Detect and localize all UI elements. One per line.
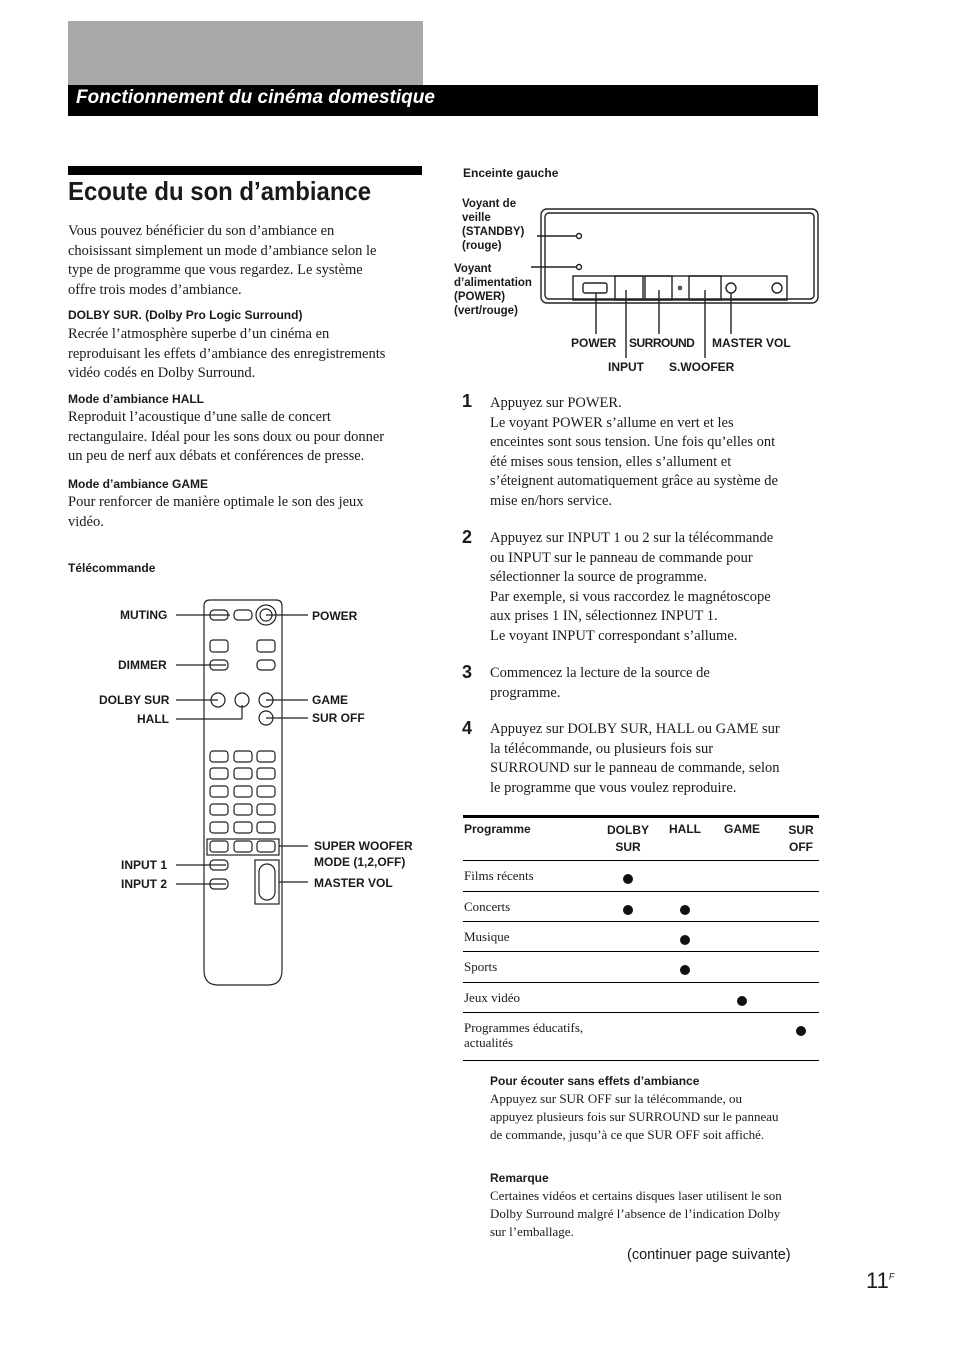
page-number: [866, 1268, 894, 1294]
remote-label-dimmer: DIMMER: [118, 658, 167, 672]
text-line: Certaines vidéos et certains disques laser utilisent le son: [490, 1188, 782, 1203]
table-header-programme: Programme: [464, 822, 531, 836]
speaker-label-power: POWER: [571, 336, 617, 350]
mode-dolby-title: DOLBY SUR. (Dolby Pro Logic Surround): [68, 308, 303, 322]
remote-label-game: GAME: [312, 693, 348, 707]
no-effect-title: Pour écouter sans effets d’ambiance: [490, 1074, 700, 1088]
table-row-label: Programmes éducatifs, actualités: [464, 1020, 584, 1050]
speaker-label-surround: SURROUND: [629, 336, 695, 350]
table-header-game: GAME: [724, 822, 760, 836]
table-row-rule: [463, 1060, 819, 1061]
table-mark-dot: [680, 965, 690, 975]
table-top-rule: [463, 815, 819, 818]
text-line: un peu de nerf aux débats et conférences de presse.: [68, 448, 365, 464]
text-line: Appuyez sur POWER.: [490, 395, 622, 411]
text-line: Le voyant INPUT correspondant s’allume.: [490, 627, 738, 644]
table-rule: [463, 860, 819, 861]
remote-label-dolby-sur: DOLBY SUR: [99, 693, 170, 707]
speaker-label-swoofer: S.WOOFER: [669, 360, 735, 374]
text-line: vidéo codés en Dolby Surround.: [68, 365, 256, 381]
label-line: veille: [462, 212, 491, 224]
text-line: programme.: [490, 684, 561, 701]
intro-line: offre trois modes d’ambiance.: [68, 281, 242, 298]
continue-note: (continuer page suivante): [627, 1247, 791, 1263]
note-text: [490, 1187, 820, 1241]
speaker-label-master-vol: MASTER VOL: [712, 336, 791, 350]
table-row-label: Musique: [464, 929, 510, 944]
table-mark-dot: [680, 905, 690, 915]
label-line: SUPER WOOFER: [314, 839, 413, 853]
text-line: sur l’emballage.: [490, 1224, 574, 1239]
step-4-text: [490, 720, 825, 798]
text-line: aux prises 1 IN, sélectionnez INPUT 1.: [490, 608, 718, 624]
speaker-label-power-led: [454, 262, 532, 318]
text-line: Le voyant POWER s’allume en vert et les: [490, 414, 734, 431]
intro-line: Vous pouvez bénéficier du son d’ambiance en: [68, 223, 335, 239]
table-row-label: Sports: [464, 959, 498, 974]
intro-line: type de programme que vous regardez. Le système: [68, 262, 363, 278]
remote-label-super-woofer: [314, 839, 413, 869]
text-line: enceintes sont sous tension. Une fois qu’elles ont: [490, 434, 776, 450]
text-line: SURROUND sur le panneau de commande, selon: [490, 760, 780, 776]
remote-label-hall: HALL: [137, 712, 169, 726]
table-row-label: Films récents: [464, 868, 534, 883]
label-line: (POWER): [454, 291, 506, 303]
mode-game-title: Mode d’ambiance GAME: [68, 477, 209, 491]
table-row-label: Jeux vidéo: [464, 990, 520, 1005]
label-line: (vert/rouge): [454, 305, 518, 317]
text-line: Appuyez sur INPUT 1 ou 2 sur la télécommande: [490, 530, 774, 546]
table-mark-dot: [623, 905, 633, 915]
remote-label-input1: INPUT 1: [121, 858, 168, 872]
table-mark-dot: [796, 1026, 806, 1036]
text-line: Dolby Surround malgré l’absence de l’indication Dolby: [490, 1206, 781, 1221]
step-number: 1: [462, 391, 473, 411]
text-line: le programme que vous voulez reproduire.: [490, 779, 737, 796]
text-line: rectangulaire. Idéal pour les sons doux ou pour donner: [68, 428, 385, 445]
text-line: vidéo.: [68, 513, 104, 530]
speaker-label-input: INPUT: [608, 360, 644, 374]
speaker-label-standby: [462, 197, 524, 253]
table-row-label: Concerts: [464, 899, 511, 914]
text-line: Appuyez sur SUR OFF sur la télécommande, ou: [490, 1091, 743, 1106]
page-number-value: 11: [866, 1268, 889, 1293]
step-1-text: [490, 394, 825, 511]
table-mark-dot: [623, 874, 633, 884]
step-2-text: [490, 529, 825, 646]
text-line: s’éteignent automatiquement grâce au système de: [490, 473, 778, 489]
table-mark-dot: [737, 996, 747, 1006]
text-line: de commande, jusqu’à ce que SUR OFF soit affiché.: [490, 1127, 765, 1142]
table-row-rule: [463, 1012, 819, 1013]
no-effect-text: [490, 1090, 820, 1144]
remote-caption: Télécommande: [68, 561, 156, 575]
remote-label-power: POWER: [312, 609, 358, 623]
text-line: ou INPUT sur le panneau de commande pour: [490, 549, 753, 566]
remote-label-input2: INPUT 2: [121, 877, 168, 891]
table-header-dolby: DOLBY SUR: [607, 823, 649, 854]
text-line: Par exemple, si vous raccordez le magnétoscope: [490, 588, 771, 605]
note-title: Remarque: [490, 1171, 549, 1185]
table-header-hall: HALL: [669, 822, 701, 836]
label-line: MODE (1,2,OFF): [314, 855, 406, 869]
section-title: Fonctionnement du cinéma domestique: [76, 87, 435, 108]
table-row-rule: [463, 951, 819, 952]
page-title: Ecoute du son d’ambiance: [68, 176, 372, 206]
page-language-marker: F: [888, 1271, 895, 1282]
step-number: 4: [462, 718, 473, 738]
remote-label-master-vol: MASTER VOL: [314, 876, 393, 890]
text-line: Recrée l’atmosphère superbe d’un cinéma en: [68, 326, 330, 342]
table-header-sur-off: SUR OFF: [788, 823, 814, 854]
step-number: 2: [462, 527, 473, 547]
table-mark-dot: [680, 935, 690, 945]
remote-label-sur-off: SUR OFF: [312, 711, 365, 725]
intro-line: choisissant simplement un mode d’ambiance selon le: [68, 242, 377, 259]
text-line: la télécommande, ou plusieurs fois sur: [490, 740, 714, 757]
text-line: appuyez plusieurs fois sur SURROUND sur le panneau: [490, 1109, 779, 1124]
table-row-rule: [463, 891, 819, 892]
label-line: d’alimentation: [454, 277, 532, 289]
text-line: Pour renforcer de manière optimale le son des jeux: [68, 494, 364, 510]
text-line: Appuyez sur DOLBY SUR, HALL ou GAME sur: [490, 721, 780, 737]
table-row-rule: [463, 982, 819, 983]
label-line: (rouge): [462, 240, 502, 252]
speaker-caption: Enceinte gauche: [463, 166, 559, 180]
text-line: Commencez la lecture de la source de: [490, 665, 710, 681]
text-line: été mises sous tension, elles s’allument et: [490, 453, 732, 470]
text-line: mise en/hors service.: [490, 492, 613, 509]
text-line: reproduisant les effets d’ambiance des enregistrements: [68, 345, 386, 362]
label-line: (STANDBY): [462, 226, 525, 238]
text-line: Reproduit l’acoustique d’une salle de concert: [68, 409, 331, 425]
step-3-text: [490, 664, 825, 703]
text-line: sélectionner la source de programme.: [490, 569, 708, 585]
mode-hall-title: Mode d’ambiance HALL: [68, 392, 205, 406]
label-line: Voyant: [454, 263, 492, 275]
label-line: Voyant de: [462, 198, 517, 210]
table-row-rule: [463, 921, 819, 922]
remote-label-muting: MUTING: [120, 608, 168, 622]
step-number: 3: [462, 662, 473, 682]
